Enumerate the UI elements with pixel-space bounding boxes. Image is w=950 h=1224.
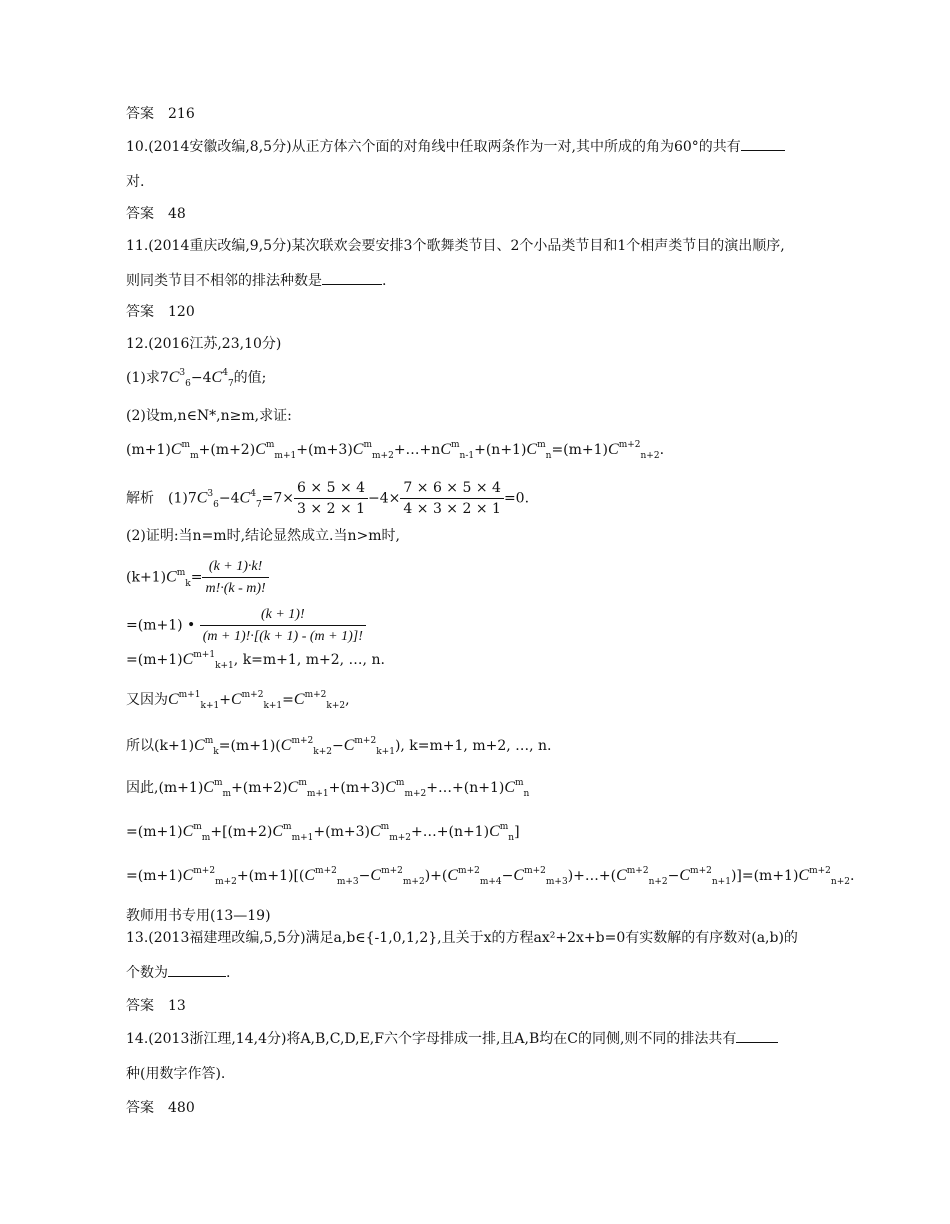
proof-fraction-2: $\frac{(k + 1)!}{(m + 1)!\cdot[(k + 1) - (m + 1)]!}$ [200, 604, 366, 647]
question-11-line1: 11.(2014重庆改编,9,5分)某次联欢会要安排3个歌舞类节目、2个小品类节目和1个相声类节目的演出顺序, [126, 238, 785, 254]
answer-blank [741, 136, 785, 151]
answer-14: 答案 480 [126, 1100, 195, 1116]
question-14-line1 [126, 1028, 778, 1049]
also-text: 又因为 [126, 692, 168, 708]
proof-step-1: $(k+1)C^m_k=$ $\frac{(k + 1)\cdot k!}{m!\cdot(k - m)!}$ [126, 556, 269, 599]
question-11-end: . [382, 273, 387, 289]
solution-part1: 解析 $(1)7C^3_6-4C^4_7=7\times$ $\frac{6 \times 5 \times 4}{3 \times 2 \times 1}$ −4× $\frac{7 \times 6 \times 5 \times 4}{4 \times 3 \times 2 \times 1}$ =0. [126, 480, 530, 517]
solution-p1: (1)7 [168, 490, 197, 507]
question-12-part1-text: (1)求7 [126, 370, 169, 386]
answer-blank [322, 270, 382, 285]
question-10-text: 10.(2014安徽改编,8,5分)从正方体六个面的对角线中任取两条作为一对,其中所成的角为60°的共有 [126, 139, 741, 155]
teacher-section: 教师用书专用(13—19) [126, 908, 271, 924]
answer-blank [736, 1028, 778, 1043]
question-10-line1 [126, 136, 785, 157]
answer-blank [168, 962, 226, 977]
proof-step-6: 因此$,(m+1)C^m_m+(m+2)C^m_{m+1}+(m+3)C^m_{m+2}+\dots+(n+1)C^m_n$ [126, 778, 530, 799]
question-12-title: 12.(2016江苏,23,10分) [126, 336, 282, 352]
fraction-2-num: 7 × 6 × 5 × 4 [400, 478, 504, 499]
question-11-text: 则同类节目不相邻的排法种数是 [126, 273, 322, 289]
fraction-2 [400, 478, 504, 519]
proof-step-5: 所以$(k+1)C^m_k=(m+1)(C^{m+2}_{k+2}-C^{m+2}_{k+1})$, k=m+1, m+2, …, n. [126, 736, 552, 757]
question-11-line2 [126, 270, 386, 291]
fraction-2-den: 4 × 3 × 2 × 1 [403, 501, 501, 517]
question-10-line2: 对. [126, 174, 145, 190]
answer-10: 答案 48 [126, 206, 186, 222]
question-12-part1: (1)求$7C^3_6-4C^4_7$的值; [126, 368, 267, 389]
answer-11: 答案 120 [126, 304, 195, 320]
proof-intro: (2)证明:当n=m时,结论显然成立.当n>m时, [126, 528, 400, 544]
question-12-part2: (2)设m,n∈N*,n≥m,求证: [126, 408, 292, 424]
hence-text: 因此,(m+1) [126, 780, 204, 796]
solution-label: 解析 [126, 490, 154, 507]
so-text: 所以(k+1) [126, 738, 195, 754]
proof-fraction-1: $\frac{(k + 1)\cdot k!}{m!\cdot(k - m)!}$ [202, 556, 268, 599]
fraction-1-den: 3 × 2 × 1 [297, 501, 366, 517]
question-13-end: . [226, 965, 231, 981]
proof-step-2: =(m+1) • $\frac{(k + 1)!}{(m + 1)!\cdot[(k + 1) - (m + 1)]!}$ [126, 604, 366, 647]
solution-result: =0. [503, 490, 530, 507]
question-13-line1: 13.(2013福建理改编,5,5分)满足a,b∈{-1,0,1,2},且关于x的方程ax²+2x+b=0有实数解的有序数对(a,b)的 [126, 930, 798, 946]
proof-step-4: 又因为$C^{m+1}_{k+1}+C^{m+2}_{k+1}=C^{m+2}_{k+2}$, [126, 690, 350, 711]
answer-9: 答案 216 [126, 106, 195, 122]
proof-step-8: $=(m+1)C^{m+2}_{m+2}+(m+1)[(C^{m+2}_{m+3}-C^{m+2}_{m+2})+(C^{m+2}_{m+4}-C^{m+2}_{m+3})+\dots+(C^{m+2}_{n+2}-C^{m+2}_{n+1})]=(m+1)C^{m+2}_{n+2}$. [126, 866, 855, 887]
proof-step-7: $=(m+1)C^m_m+[(m+2)C^m_{m+1}+(m+3)C^m_{m+2}+\dots+(n+1)C^m_n]$ [126, 822, 520, 843]
proof-step-3: $=(m+1)C^{m+1}_{k+1}$, k=m+1, m+2, …, n. [126, 650, 385, 671]
question-14-text: 14.(2013浙江理,14,4分)将A,B,C,D,E,F六个字母排成一排,且A,B均在C的同侧,则不同的排法共有 [126, 1031, 737, 1047]
question-14-line2: 种(用数字作答). [126, 1066, 226, 1082]
fraction-1 [294, 478, 368, 519]
question-12-part1-end: 的值; [233, 370, 267, 386]
fraction-1-num: 6 × 5 × 4 [294, 478, 368, 499]
identity-formula: $(m+1)C^m_m+(m+2)C^m_{m+1}+(m+3)C^m_{m+2}+\dots+nC^m_{n-1}+(n+1)C^m_n=(m+1)C^{m+2}_{n+2}$. [126, 440, 665, 461]
question-13-line2 [126, 962, 230, 983]
question-13-text: 个数为 [126, 965, 168, 981]
answer-13: 答案 13 [126, 998, 186, 1014]
